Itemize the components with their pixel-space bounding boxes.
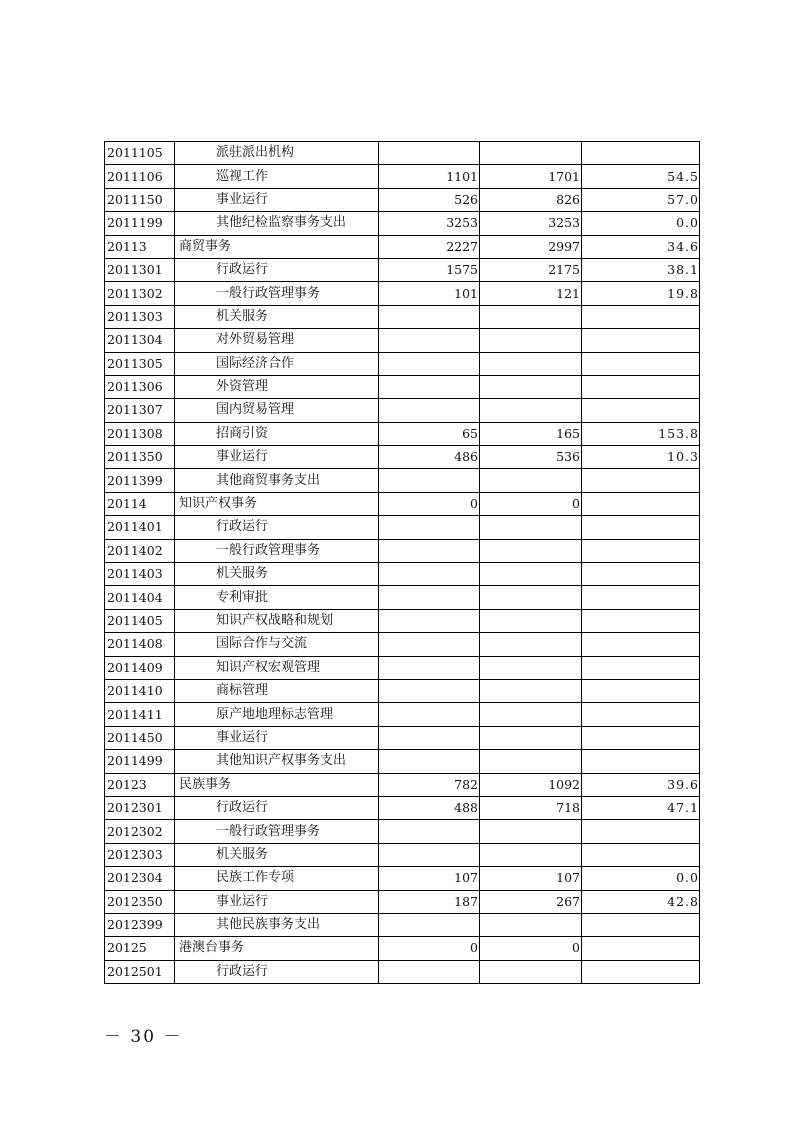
account-code-cell: 2011105 [105,142,175,165]
value-1-cell [379,375,480,398]
account-code-cell: 20114 [105,492,175,515]
change-percent-cell [582,843,700,866]
account-name-cell: 原产地地理标志管理 [175,703,379,726]
account-code-cell: 2011305 [105,352,175,375]
value-1-cell: 107 [379,867,480,890]
account-name-cell: 事业运行 [175,726,379,749]
account-name-cell: 一般行政管理事务 [175,282,379,305]
budget-table [104,141,700,984]
change-percent-cell [582,750,700,773]
change-percent-cell [582,913,700,936]
value-1-cell: 486 [379,446,480,469]
account-name-cell: 商标管理 [175,679,379,702]
value-2-cell: 1701 [480,165,582,188]
account-name-cell: 机关服务 [175,305,379,328]
account-code-cell: 2011302 [105,282,175,305]
account-code-cell: 2011411 [105,703,175,726]
account-name-cell: 民族事务 [175,773,379,796]
change-percent-cell [582,492,700,515]
table-row [105,235,700,258]
table-row [105,726,700,749]
table-row [105,750,700,773]
value-2-cell [480,352,582,375]
change-percent-cell [582,469,700,492]
change-percent-cell: 54.5 [582,165,700,188]
account-code-cell: 2011307 [105,399,175,422]
account-name-cell: 民族工作专项 [175,867,379,890]
account-name-cell: 巡视工作 [175,165,379,188]
value-1-cell [379,305,480,328]
account-name-cell: 行政运行 [175,960,379,983]
change-percent-cell [582,539,700,562]
account-name-cell: 招商引资 [175,422,379,445]
value-2-cell [480,960,582,983]
value-1-cell [379,329,480,352]
value-2-cell [480,586,582,609]
account-name-cell: 行政运行 [175,258,379,281]
account-name-cell: 对外贸易管理 [175,329,379,352]
account-code-cell: 2012303 [105,843,175,866]
account-code-cell: 2011401 [105,516,175,539]
change-percent-cell: 34.6 [582,235,700,258]
value-1-cell: 526 [379,188,480,211]
change-percent-cell: 47.1 [582,796,700,819]
value-2-cell [480,726,582,749]
account-code-cell: 2011405 [105,609,175,632]
account-name-cell: 其他商贸事务支出 [175,469,379,492]
change-percent-cell [582,516,700,539]
table-row [105,188,700,211]
table-row [105,656,700,679]
table-row [105,165,700,188]
change-percent-cell [582,329,700,352]
value-1-cell: 1575 [379,258,480,281]
value-2-cell [480,539,582,562]
account-code-cell: 2011499 [105,750,175,773]
account-code-cell: 2011410 [105,679,175,702]
table-row [105,820,700,843]
table-row [105,773,700,796]
table-row [105,212,700,235]
change-percent-cell: 10.3 [582,446,700,469]
value-2-cell [480,703,582,726]
change-percent-cell: 42.8 [582,890,700,913]
value-1-cell [379,750,480,773]
table-row [105,492,700,515]
change-percent-cell [582,633,700,656]
account-name-cell: 一般行政管理事务 [175,820,379,843]
change-percent-cell: 39.6 [582,773,700,796]
value-1-cell [379,679,480,702]
account-name-cell: 机关服务 [175,843,379,866]
account-name-cell: 知识产权事务 [175,492,379,515]
account-code-cell: 2011308 [105,422,175,445]
table-row [105,937,700,960]
value-1-cell [379,539,480,562]
table-row [105,258,700,281]
table-row [105,867,700,890]
value-2-cell [480,609,582,632]
table-row [105,516,700,539]
value-1-cell [379,516,480,539]
change-percent-cell [582,305,700,328]
account-code-cell: 2011304 [105,329,175,352]
account-code-cell: 2012399 [105,913,175,936]
value-1-cell [379,142,480,165]
table-row [105,539,700,562]
value-1-cell: 0 [379,492,480,515]
value-1-cell [379,469,480,492]
table-row [105,446,700,469]
account-name-cell: 行政运行 [175,516,379,539]
value-1-cell [379,656,480,679]
table-row [105,329,700,352]
account-code-cell: 2011350 [105,446,175,469]
value-2-cell [480,329,582,352]
change-percent-cell: 0.0 [582,212,700,235]
value-2-cell [480,679,582,702]
value-1-cell: 2227 [379,235,480,258]
value-1-cell [379,960,480,983]
account-name-cell: 事业运行 [175,890,379,913]
value-2-cell: 267 [480,890,582,913]
value-1-cell: 101 [379,282,480,305]
value-2-cell: 826 [480,188,582,211]
account-code-cell: 2011403 [105,563,175,586]
change-percent-cell [582,679,700,702]
account-name-cell: 国际经济合作 [175,352,379,375]
account-name-cell: 商贸事务 [175,235,379,258]
account-code-cell: 20113 [105,235,175,258]
change-percent-cell [582,142,700,165]
change-percent-cell: 19.8 [582,282,700,305]
value-2-cell [480,516,582,539]
value-1-cell [379,563,480,586]
change-percent-cell [582,937,700,960]
value-1-cell [379,913,480,936]
value-2-cell: 2175 [480,258,582,281]
value-2-cell [480,913,582,936]
change-percent-cell [582,703,700,726]
account-name-cell: 国内贸易管理 [175,399,379,422]
account-code-cell: 2011409 [105,656,175,679]
change-percent-cell [582,563,700,586]
value-2-cell [480,142,582,165]
value-2-cell [480,633,582,656]
value-2-cell: 536 [480,446,582,469]
value-2-cell: 2997 [480,235,582,258]
change-percent-cell [582,656,700,679]
account-code-cell: 2012302 [105,820,175,843]
table-row [105,586,700,609]
value-2-cell [480,469,582,492]
account-code-cell: 2011303 [105,305,175,328]
change-percent-cell [582,352,700,375]
value-2-cell: 718 [480,796,582,819]
value-1-cell [379,609,480,632]
account-name-cell: 专利审批 [175,586,379,609]
change-percent-cell: 38.1 [582,258,700,281]
table-row [105,305,700,328]
account-name-cell: 派驻派出机构 [175,142,379,165]
account-name-cell: 行政运行 [175,796,379,819]
table-row [105,142,700,165]
change-percent-cell: 153.8 [582,422,700,445]
value-2-cell [480,305,582,328]
change-percent-cell [582,726,700,749]
value-1-cell: 0 [379,937,480,960]
change-percent-cell [582,586,700,609]
table-row [105,563,700,586]
table-row [105,352,700,375]
account-code-cell: 2011106 [105,165,175,188]
value-1-cell [379,726,480,749]
value-2-cell [480,820,582,843]
account-name-cell: 事业运行 [175,188,379,211]
account-code-cell: 2011402 [105,539,175,562]
account-code-cell: 20123 [105,773,175,796]
table-row [105,913,700,936]
account-name-cell: 外资管理 [175,375,379,398]
table-row [105,609,700,632]
value-2-cell: 1092 [480,773,582,796]
account-code-cell: 2011150 [105,188,175,211]
account-name-cell: 其他民族事务支出 [175,913,379,936]
change-percent-cell [582,609,700,632]
table-row [105,633,700,656]
value-2-cell: 0 [480,492,582,515]
value-2-cell [480,750,582,773]
value-2-cell [480,656,582,679]
account-name-cell: 知识产权战略和规划 [175,609,379,632]
value-2-cell [480,843,582,866]
value-2-cell [480,563,582,586]
account-name-cell: 一般行政管理事务 [175,539,379,562]
value-1-cell [379,820,480,843]
table-row [105,843,700,866]
value-2-cell: 3253 [480,212,582,235]
value-1-cell: 782 [379,773,480,796]
account-name-cell: 其他纪检监察事务支出 [175,212,379,235]
change-percent-cell: 0.0 [582,867,700,890]
change-percent-cell [582,820,700,843]
table-row [105,399,700,422]
account-name-cell: 知识产权宏观管理 [175,656,379,679]
table-row [105,679,700,702]
value-2-cell: 0 [480,937,582,960]
value-2-cell [480,375,582,398]
value-2-cell [480,399,582,422]
account-code-cell: 2012350 [105,890,175,913]
value-2-cell: 165 [480,422,582,445]
change-percent-cell: 57.0 [582,188,700,211]
table-row [105,469,700,492]
page-number: － 30 － [104,1027,183,1047]
table-row [105,960,700,983]
change-percent-cell [582,399,700,422]
account-code-cell: 2011404 [105,586,175,609]
value-1-cell: 1101 [379,165,480,188]
account-code-cell: 2011399 [105,469,175,492]
account-code-cell: 2011306 [105,375,175,398]
budget-table-body [105,142,700,984]
value-1-cell: 488 [379,796,480,819]
value-1-cell [379,352,480,375]
table-row [105,703,700,726]
account-code-cell: 2011199 [105,212,175,235]
value-1-cell [379,633,480,656]
value-2-cell: 121 [480,282,582,305]
value-1-cell: 65 [379,422,480,445]
account-code-cell: 2012301 [105,796,175,819]
value-1-cell: 187 [379,890,480,913]
account-code-cell: 2011301 [105,258,175,281]
account-code-cell: 2012501 [105,960,175,983]
table-row [105,890,700,913]
account-name-cell: 其他知识产权事务支出 [175,750,379,773]
account-name-cell: 事业运行 [175,446,379,469]
table-row [105,422,700,445]
table-row [105,796,700,819]
account-code-cell: 2011450 [105,726,175,749]
account-code-cell: 2011408 [105,633,175,656]
value-1-cell: 3253 [379,212,480,235]
value-1-cell [379,586,480,609]
account-name-cell: 港澳台事务 [175,937,379,960]
value-1-cell [379,703,480,726]
table-row [105,282,700,305]
value-2-cell: 107 [480,867,582,890]
value-1-cell [379,843,480,866]
table-row [105,375,700,398]
account-name-cell: 机关服务 [175,563,379,586]
account-code-cell: 2012304 [105,867,175,890]
account-code-cell: 20125 [105,937,175,960]
change-percent-cell [582,960,700,983]
value-1-cell [379,399,480,422]
account-name-cell: 国际合作与交流 [175,633,379,656]
change-percent-cell [582,375,700,398]
